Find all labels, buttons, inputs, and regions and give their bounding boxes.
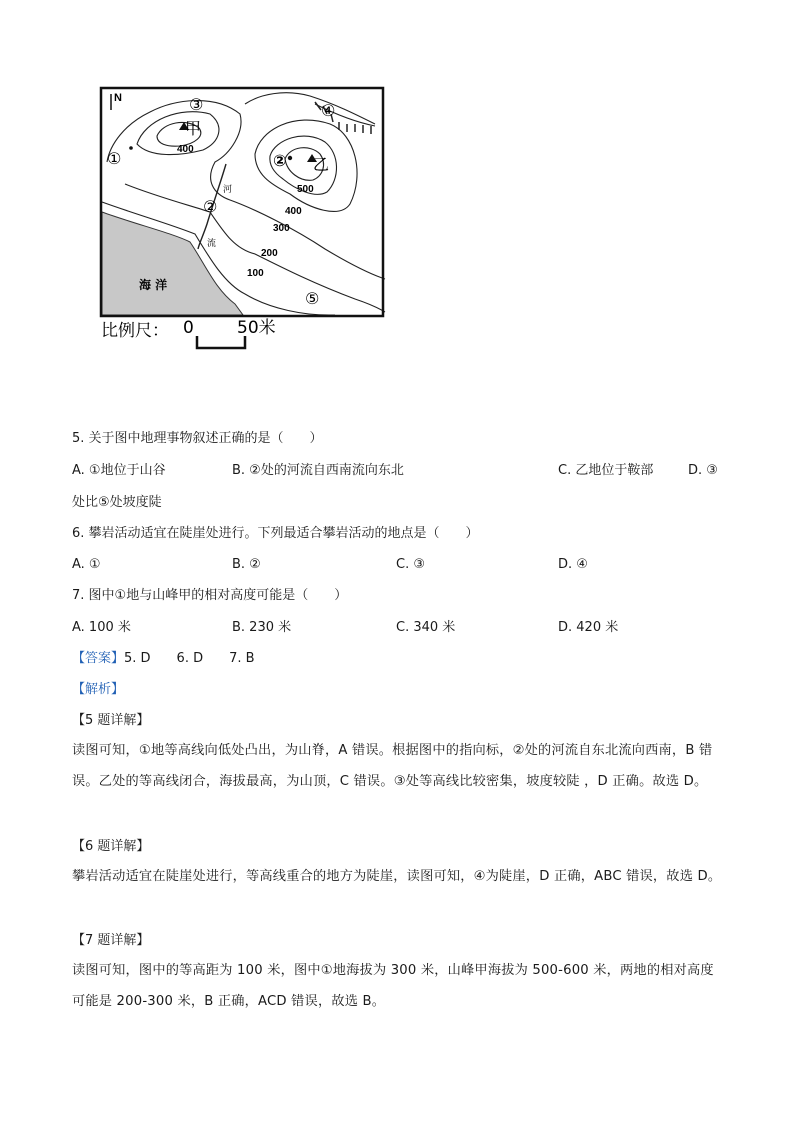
- detail-5-text: 读图可知，①地等高线向低处凸出，为山脊，A 错误。根据图中的指向标，②处的河流自东北流向西南，B 错误。乙处的等高线闭合，海拔最高，为山顶，C 错误。③处等高线比较密集，坡度较陡 ，D 正确。故选 D。: [72, 743, 713, 789]
- river-char-1: 河: [223, 185, 233, 195]
- ocean-label: 海 洋: [139, 278, 168, 292]
- river-char-2: 流: [207, 239, 217, 249]
- q5-option-c: C. 乙地位于鞍部: [558, 463, 654, 478]
- answer-line: [72, 650, 255, 668]
- scale-label: 比例尺：: [101, 321, 169, 341]
- q6-option-a: A. ①: [72, 557, 101, 572]
- q6-option-b: B. ②: [232, 557, 261, 572]
- q6-option-d: D. ④: [558, 557, 588, 572]
- detail-7-text: 读图可知，图中的等高距为 100 米，图中①地海拔为 300 米，山峰甲海拔为 500-600 米，两地的相对高度可能是 200-300 米，B 正确，ACD 错误，故选 B。: [72, 963, 714, 1009]
- marker-3: ③: [189, 95, 204, 114]
- marker-4: ④: [321, 101, 336, 120]
- contour-map-svg: [95, 84, 395, 354]
- q7-option-a: A. 100 米: [72, 620, 131, 635]
- q6-option-c: C. ③: [396, 557, 425, 572]
- contour-400-yi: [255, 120, 357, 211]
- scale-zero: 0: [183, 318, 194, 338]
- detail-6-heading: 【6 题详解】: [72, 839, 150, 854]
- contour-map-figure: [95, 84, 395, 354]
- marker-1: ①: [107, 149, 122, 168]
- contour-label-500: 500: [297, 184, 314, 195]
- contour-label-100: 100: [247, 268, 264, 279]
- contour-cliff-upper: [245, 93, 375, 124]
- marker-2-river: ②: [203, 197, 218, 216]
- q7-option-d: D. 420 米: [558, 620, 619, 635]
- scale-fifty: 50米: [237, 318, 276, 338]
- question-6-stem: 6. 攀岩活动适宜在陡崖处进行。下列最适合攀岩活动的地点是（ ）: [72, 526, 479, 541]
- q7-option-c: C. 340 米: [396, 620, 456, 635]
- q5-option-b: B. ②处的河流自西南流向东北: [232, 463, 404, 478]
- answer-label: 【答案】: [72, 651, 125, 666]
- q5-option-a: A. ①地位于山谷: [72, 463, 166, 478]
- detail-5-heading: 【5 题详解】: [72, 713, 150, 728]
- q5-option-d-continued: 处比⑤处坡度陡: [72, 495, 162, 510]
- detail-6-text: 攀岩活动适宜在陡崖处进行，等高线重合的地方为陡崖，读图可知，④为陡崖，D 正确，ABC 错误，故选 D。: [72, 869, 722, 884]
- question-7-stem: 7. 图中①地与山峰甲的相对高度可能是（ ）: [72, 588, 348, 603]
- contour-label-400-jia: 400: [177, 144, 194, 155]
- north-label: N: [114, 92, 122, 104]
- analysis-label: 【解析】: [72, 682, 125, 697]
- answer-text: 5. D 6. D 7. B: [124, 651, 255, 666]
- site-yi-label: 乙: [313, 155, 330, 174]
- marker-2-peak: ②: [273, 151, 287, 170]
- question-5-stem: 5. 关于图中地理事物叙述正确的是（ ）: [72, 431, 323, 446]
- site-jia-label: 甲: [185, 119, 202, 138]
- ocean-area: [102, 212, 243, 315]
- detail-7-heading: 【7 题详解】: [72, 933, 150, 948]
- marker-5: ⑤: [305, 289, 320, 308]
- contour-label-200: 200: [261, 248, 278, 259]
- contour-label-300: 300: [273, 223, 290, 234]
- point-2-dot: [288, 156, 292, 160]
- q7-option-b: B. 230 米: [232, 620, 292, 635]
- point-1-dot: [129, 146, 133, 150]
- contour-label-400-yi: 400: [285, 206, 302, 217]
- q5-option-d: D. ③: [688, 463, 718, 478]
